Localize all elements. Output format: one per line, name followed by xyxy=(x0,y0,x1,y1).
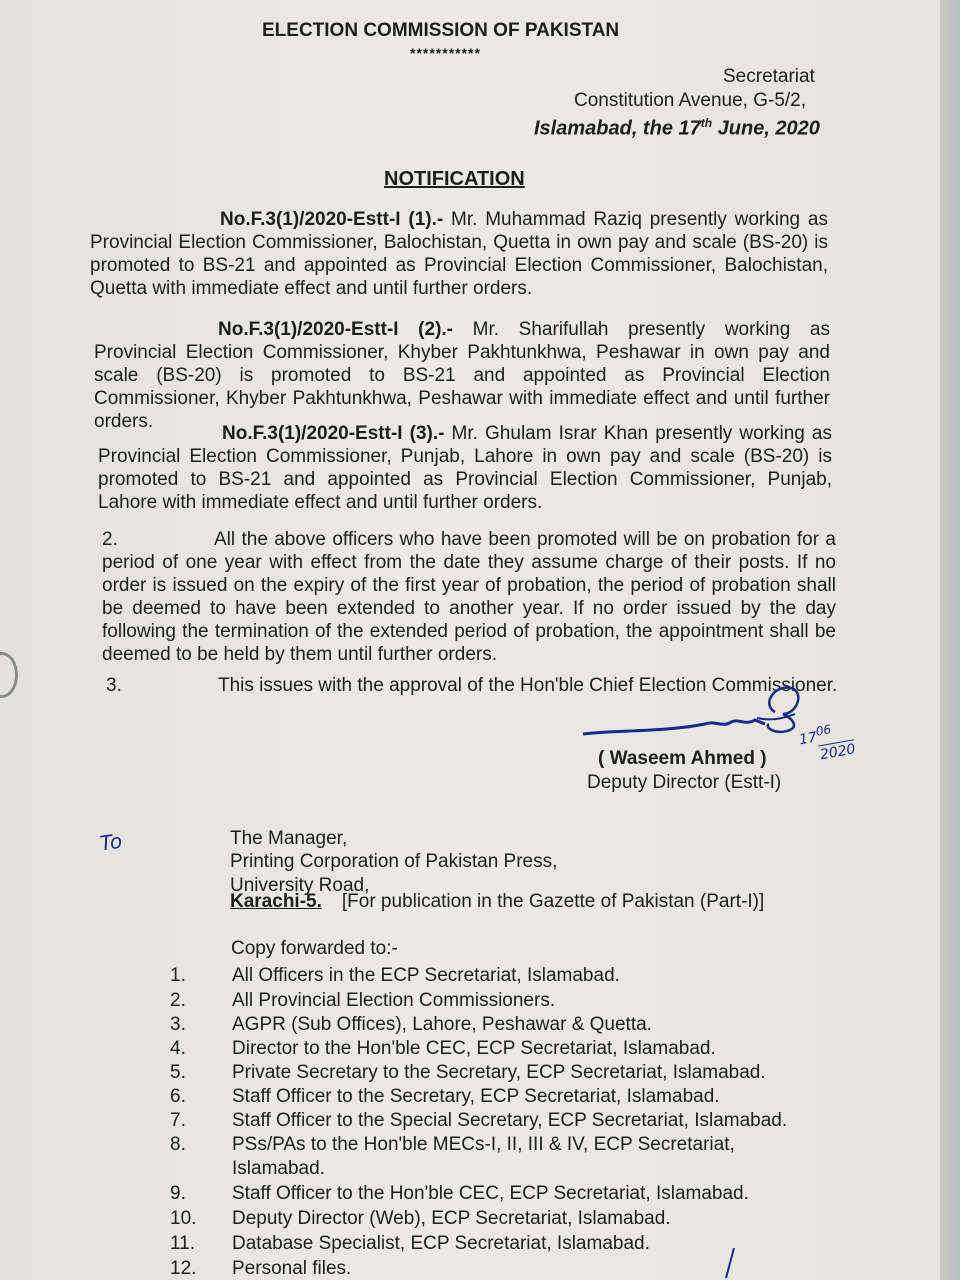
para-2: 2. All the above officers who have been promoted will be on probation for a period of one year with effect from the date they assume charge of their posts. If no order is issued on the expiry of the first year of probation, the period of probation shall be deemed to have been extended to another year. If no order issued by the day following the termination of the extended period of probation, the appointment shall be deemed to be held by them until further orders. xyxy=(102,529,836,665)
to-line-2: Printing Corporation of Pakistan Press, xyxy=(230,851,558,872)
notification-title: NOTIFICATION xyxy=(384,168,525,190)
to-line-4 xyxy=(230,891,764,913)
to-line-1: The Manager, xyxy=(230,828,348,849)
signatory-designation: Deputy Director (Estt-I) xyxy=(587,772,782,793)
org-name: ELECTION COMMISSION OF PAKISTAN xyxy=(262,20,620,41)
page-edge xyxy=(940,0,960,1280)
para-3: 3. This issues with the approval of the Hon'ble Chief Election Commissioner. xyxy=(106,675,838,696)
to-city: Karachi-5. xyxy=(230,891,322,912)
place-date: Islamabad, the 17th June, 2020 xyxy=(534,116,820,140)
address-line-2: Constitution Avenue, G-5/2, xyxy=(574,90,807,111)
notification-para-1: No.F.3(1)/2020-Estt-I (1).- Mr. Muhammad Raziq presently working as Provincial Election Commissioner, Balochistan, Quetta in own pay and scale (BS-20) is promoted to BS-21 and appointed as Provincial Election Commissioner, Balochistan, Quetta with immediate effect and until further orders. xyxy=(90,209,828,299)
header-stars: *********** xyxy=(410,45,481,61)
to-handwritten-mark: To xyxy=(98,828,124,856)
address-line-1: Secretariat xyxy=(723,66,815,87)
pen-mark xyxy=(720,1246,740,1280)
signatory-name: ( Waseem Ahmed ) xyxy=(598,748,767,769)
notification-para-3: No.F.3(1)/2020-Estt-I (3).- Mr. Ghulam Israr Khan presently working as Provincial Election Commissioner, Punjab, Lahore in own pay and scale (BS-20) is promoted to BS-21 and appointed as Provincial Election Commissioner, Punjab, Lahore with immediate effect and until further orders. xyxy=(98,423,832,513)
copy-heading: Copy forwarded to:- xyxy=(231,938,398,959)
notification-para-2: No.F.3(1)/2020-Estt-I (2).- Mr. Sharifullah presently working as Provincial Election Commissioner, Khyber Pakhtunkhwa, Peshawar in own pay and scale (BS-20) is promoted to BS-21 and appointed as Provincial Election Commissioner, Khyber Pakhtunkhwa, Peshawar with immediate effect and until further orders. xyxy=(94,319,830,432)
gazette-note: [For publication in the Gazette of Pakistan (Part-I)] xyxy=(341,891,765,912)
to-line-3: University Road, xyxy=(230,875,370,896)
signature-date: $17^{06}$ 2020 xyxy=(797,722,857,763)
